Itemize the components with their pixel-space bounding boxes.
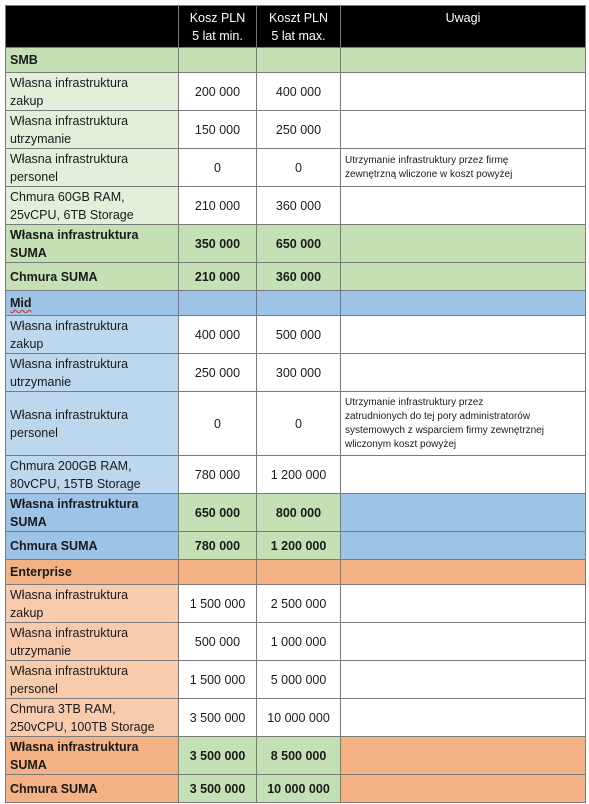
max-cost-cell: 0 (257, 392, 341, 456)
row-label: Własna infrastruktura utrzymanie (6, 623, 179, 661)
row-label: Chmura SUMA (6, 532, 179, 560)
min-cost-cell: 500 000 (179, 623, 257, 661)
max-cost-cell: 1 200 000 (257, 456, 341, 494)
max-cost-cell: 1 200 000 (257, 532, 341, 560)
max-cost-cell: 400 000 (257, 73, 341, 111)
row-label: Chmura SUMA (6, 263, 179, 291)
table-row (6, 456, 586, 494)
note-cell (341, 585, 586, 623)
max-cost-column-header (257, 6, 341, 48)
row-label: Własna infrastruktura personel (6, 661, 179, 699)
section-row-enterprise (6, 560, 586, 585)
min-cost-cell: 3 500 000 (179, 775, 257, 803)
section-title: Enterprise (6, 560, 179, 585)
max-cost-cell: 800 000 (257, 494, 341, 532)
table-row (6, 699, 586, 737)
min-header-line-1: Kosz PLN (189, 10, 246, 25)
note-cell (341, 225, 586, 263)
min-cost-cell: 0 (179, 149, 257, 187)
note-cell (341, 456, 586, 494)
max-cost-cell: 0 (257, 149, 341, 187)
row-label: Własna infrastruktura SUMA (6, 494, 179, 532)
sum-cloud-row (6, 775, 586, 803)
min-cost-cell: 210 000 (179, 187, 257, 225)
table-row (6, 354, 586, 392)
table-row (6, 585, 586, 623)
table-row (6, 316, 586, 354)
note-cell (341, 316, 586, 354)
note-cell (341, 73, 586, 111)
max-cost-cell: 650 000 (257, 225, 341, 263)
row-label: Własna infrastruktura personel (6, 149, 179, 187)
max-cost-cell: 10 000 000 (257, 699, 341, 737)
label-column-header (6, 6, 179, 48)
header-row (6, 6, 586, 48)
row-label: Własna infrastruktura SUMA (6, 225, 179, 263)
note-cell (341, 187, 586, 225)
row-label: Chmura SUMA (6, 775, 179, 803)
min-cost-cell: 150 000 (179, 111, 257, 149)
row-label: Własna infrastruktura zakup (6, 73, 179, 111)
row-label: Własna infrastruktura zakup (6, 585, 179, 623)
section-row-mid (6, 291, 586, 316)
min-cost-cell: 210 000 (179, 263, 257, 291)
min-cost-cell: 400 000 (179, 316, 257, 354)
note-cell (341, 111, 586, 149)
cost-comparison-table (5, 5, 586, 803)
min-cost-cell: 1 500 000 (179, 585, 257, 623)
sum-cloud-row (6, 532, 586, 560)
note-cell (341, 623, 586, 661)
max-cost-cell: 360 000 (257, 187, 341, 225)
note-cell (341, 354, 586, 392)
note-cell (341, 661, 586, 699)
row-label: Chmura 3TB RAM, 250vCPU, 100TB Storage (6, 699, 179, 737)
min-cost-cell: 250 000 (179, 354, 257, 392)
sum-cloud-row (6, 263, 586, 291)
min-cost-cell: 3 500 000 (179, 699, 257, 737)
table-row (6, 392, 586, 456)
table-row (6, 73, 586, 111)
min-header-line-2: 5 lat min. (192, 28, 243, 43)
note-cell (341, 263, 586, 291)
table-row (6, 661, 586, 699)
table-row (6, 149, 586, 187)
max-cost-cell: 300 000 (257, 354, 341, 392)
row-label: Własna infrastruktura SUMA (6, 737, 179, 775)
max-header-line-2: 5 lat max. (271, 28, 326, 43)
row-label: Własna infrastruktura utrzymanie (6, 354, 179, 392)
note-cell: Utrzymanie infrastruktury przez firmę zewnętrzną wliczone w koszt powyżej (341, 149, 586, 187)
max-cost-cell: 500 000 (257, 316, 341, 354)
section-title: Mid (6, 291, 179, 316)
row-label: Własna infrastruktura personel (6, 392, 179, 456)
note-cell (341, 494, 586, 532)
min-cost-cell: 1 500 000 (179, 661, 257, 699)
min-cost-cell: 780 000 (179, 532, 257, 560)
sum-own-row (6, 225, 586, 263)
max-header-line-1: Koszt PLN (268, 10, 329, 25)
min-cost-cell: 350 000 (179, 225, 257, 263)
row-label: Chmura 200GB RAM, 80vCPU, 15TB Storage (6, 456, 179, 494)
table-row (6, 623, 586, 661)
row-label: Własna infrastruktura zakup (6, 316, 179, 354)
min-cost-cell: 780 000 (179, 456, 257, 494)
row-label: Własna infrastruktura utrzymanie (6, 111, 179, 149)
max-cost-cell: 10 000 000 (257, 775, 341, 803)
section-row-smb (6, 48, 586, 73)
section-title: SMB (6, 48, 179, 73)
row-label: Chmura 60GB RAM, 25vCPU, 6TB Storage (6, 187, 179, 225)
min-cost-cell: 3 500 000 (179, 737, 257, 775)
max-cost-cell: 5 000 000 (257, 661, 341, 699)
max-cost-cell: 2 500 000 (257, 585, 341, 623)
min-cost-column-header (179, 6, 257, 48)
sum-own-row (6, 494, 586, 532)
min-cost-cell: 0 (179, 392, 257, 456)
min-cost-cell: 200 000 (179, 73, 257, 111)
table-row (6, 111, 586, 149)
table-row (6, 187, 586, 225)
note-cell (341, 737, 586, 775)
note-cell (341, 775, 586, 803)
max-cost-cell: 1 000 000 (257, 623, 341, 661)
max-cost-cell: 250 000 (257, 111, 341, 149)
sum-own-row (6, 737, 586, 775)
note-cell (341, 532, 586, 560)
min-cost-cell: 650 000 (179, 494, 257, 532)
max-cost-cell: 360 000 (257, 263, 341, 291)
max-cost-cell: 8 500 000 (257, 737, 341, 775)
note-cell: Utrzymanie infrastruktury przez zatrudnionych do tej pory administratorów systemowych z wsparciem firmy zewnętrznej wliczonym koszt powyżej (341, 392, 586, 456)
note-cell (341, 699, 586, 737)
notes-column-header: Uwagi (341, 6, 586, 48)
